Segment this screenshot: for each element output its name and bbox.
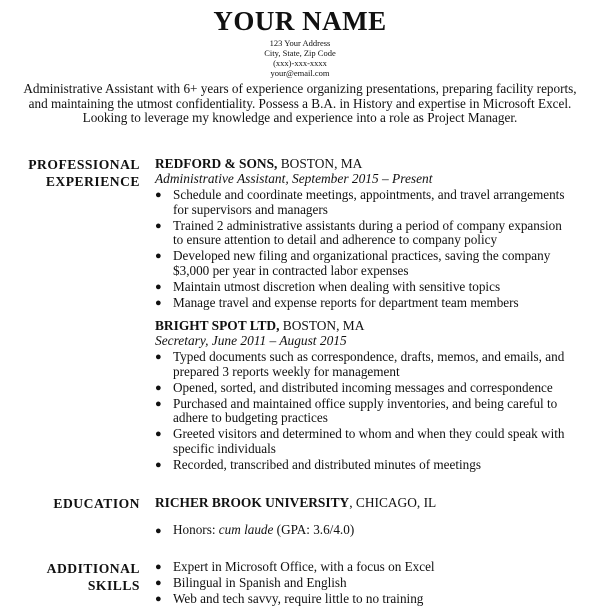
honors-gpa: (GPA: 3.6/4.0)	[273, 522, 355, 537]
employer-heading	[155, 318, 364, 334]
employer-location: BOSTON, MA	[277, 156, 363, 171]
section-title-experience	[0, 156, 140, 190]
bullet-icon: ●	[155, 189, 162, 201]
resume-name: YOUR NAME	[213, 6, 387, 36]
bullet-text: Bilingual in Spanish and English	[173, 575, 347, 591]
list-item	[155, 296, 575, 311]
list-item	[155, 458, 575, 473]
list-item	[155, 397, 575, 426]
bullet-text: Greeted visitors and determined to whom and when they could speak with specific individuals	[173, 426, 565, 457]
address-line: 123 Your Address	[269, 38, 331, 48]
summary-paragraph: Administrative Assistant with 6+ years of experience organizing presentations, preparing facility reports, and maintaining the utmost confidentiality. Possess a B.A. in History and expertise in Microsoft Excel. Looking to leverage my knowledge and experience into a role as Project Manager.	[23, 81, 577, 125]
list-item	[155, 350, 575, 379]
bullet-icon: ●	[155, 561, 162, 573]
bullet-text: Expert in Microsoft Office, with a focus on Excel	[173, 559, 435, 574]
employer-heading	[155, 156, 362, 172]
honors-line	[155, 522, 575, 539]
bullet-icon: ●	[155, 281, 162, 294]
list-item	[155, 280, 575, 295]
job-bullets	[155, 350, 575, 474]
section-title-line: ADDITIONAL	[46, 561, 140, 576]
bullet-icon: ●	[155, 525, 162, 537]
bullet-text: Schedule and coordinate meetings, appointments, and travel arrangements for supervisors and managers	[173, 187, 565, 217]
bullet-text: Trained 2 administrative assistants during a period of company expansion to ensure attention to detail and adherence to company policy	[173, 217, 562, 248]
list-item	[155, 381, 575, 396]
bullet-icon: ●	[155, 250, 162, 263]
bullet-text: Developed new filing and organizational practices, saving the company $3,000 per year in contracted labor expenses	[173, 248, 551, 278]
bullet-icon: ●	[155, 459, 162, 472]
list-item	[155, 219, 575, 248]
honors-distinction: cum laude	[218, 522, 274, 537]
list-item	[155, 560, 575, 575]
section-title-line: EXPERIENCE	[45, 174, 140, 189]
school-location: , CHICAGO, IL	[349, 495, 437, 510]
city-state-zip-line: City, State, Zip Code	[264, 48, 336, 58]
employer-name: REDFORD & SONS,	[155, 156, 278, 171]
list-item	[155, 427, 575, 456]
bullet-icon: ●	[155, 351, 162, 363]
bullet-text: Purchased and maintained office supply inventories, and being careful to adhere to budgeting practices	[173, 395, 558, 426]
honors-prefix: Honors:	[173, 522, 219, 537]
email-line: your@email.com	[270, 68, 330, 78]
bullet-icon: ●	[155, 381, 162, 394]
bullet-icon: ●	[155, 593, 162, 606]
list-item	[155, 592, 575, 607]
section-title-line: PROFESSIONAL	[28, 157, 140, 172]
employer-name: BRIGHT SPOT LTD,	[155, 318, 280, 333]
job-role: Administrative Assistant, September 2015 – Present	[155, 171, 433, 186]
phone-line: (xxx)-xxx-xxxx	[273, 58, 327, 68]
bullet-text: Opened, sorted, and distributed incoming messages and correspondence	[173, 379, 553, 395]
school-name: RICHER BROOK UNIVERSITY	[155, 495, 350, 510]
list-item	[155, 576, 575, 591]
bullet-text: Web and tech savvy, require little to no training	[173, 591, 424, 607]
section-title-education: EDUCATION	[53, 496, 140, 511]
bullet-text: Maintain utmost discretion when dealing with sensitive topics	[173, 279, 501, 295]
bullet-text: Manage travel and expense reports for department team members	[173, 295, 519, 311]
bullet-icon: ●	[155, 219, 162, 232]
employer-location: BOSTON, MA	[279, 318, 365, 333]
list-item	[155, 249, 575, 278]
list-item	[155, 188, 575, 217]
section-title-skills	[0, 560, 140, 594]
bullet-text: Typed documents such as correspondence, drafts, memos, and emails, and prepared 3 reports weekly for management	[173, 349, 565, 379]
bullet-text: Recorded, transcribed and distributed minutes of meetings	[173, 457, 481, 473]
bullet-icon: ●	[155, 397, 162, 410]
bullet-icon: ●	[155, 297, 162, 310]
job-bullets	[155, 188, 575, 312]
job-role: Secretary, June 2011 – August 2015	[155, 333, 347, 348]
education-heading	[155, 495, 436, 511]
skills-list	[155, 560, 575, 608]
section-title-line: SKILLS	[87, 578, 140, 593]
bullet-icon: ●	[155, 428, 162, 441]
bullet-icon: ●	[155, 577, 162, 590]
